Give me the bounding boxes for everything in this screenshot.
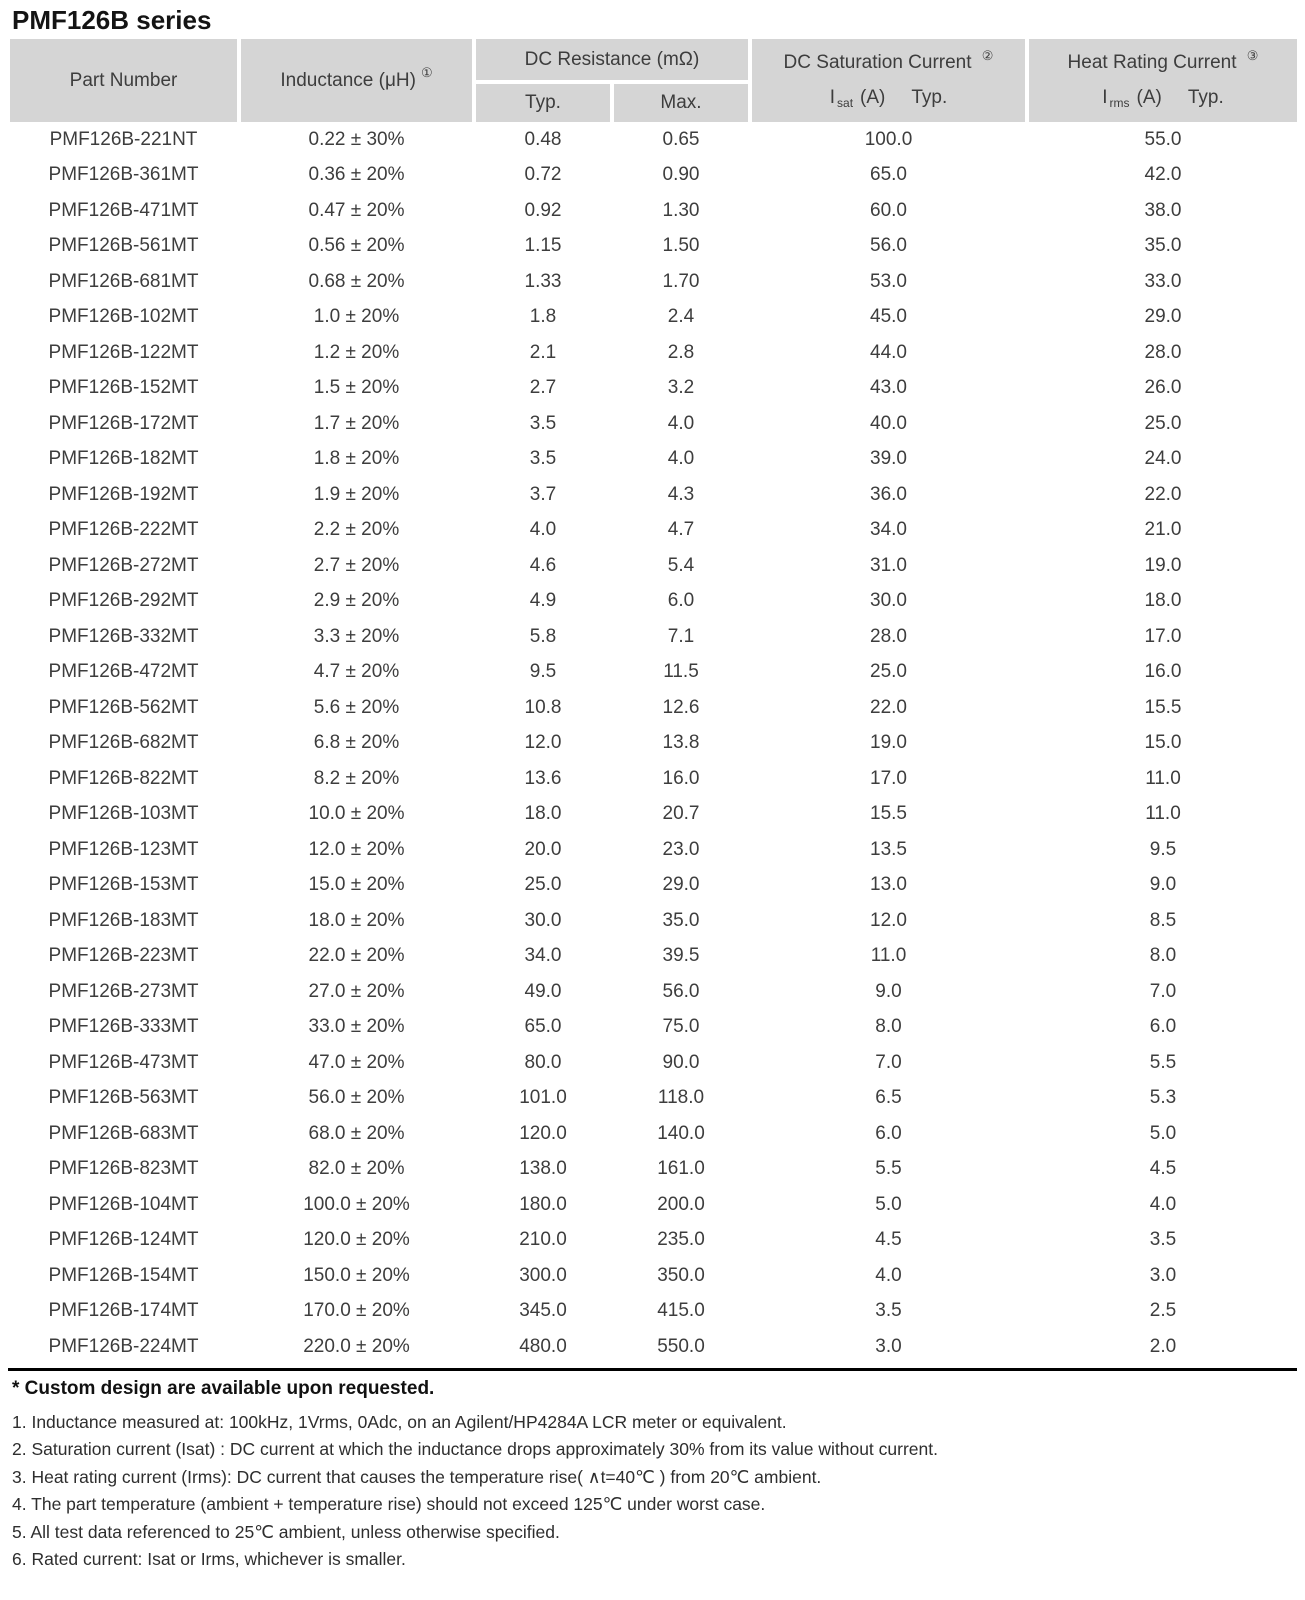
- dcr-typ-cell: 180.0: [519, 1193, 567, 1215]
- isat-typ-label: Typ.: [911, 87, 948, 108]
- irms-cell: 4.5: [1149, 1158, 1177, 1180]
- isat-cell: 34.0: [870, 519, 907, 541]
- inductance-cell: 22.0 ± 20%: [308, 945, 405, 967]
- inductance-cell: 27.0 ± 20%: [308, 980, 405, 1002]
- isat-cell: 12.0: [870, 909, 907, 931]
- table-row: [10, 264, 1297, 300]
- dcr-typ-cell: 34.0: [524, 945, 562, 967]
- isat-cell: 4.5: [875, 1229, 902, 1251]
- dcr-typ-cell: 1.33: [524, 270, 562, 292]
- footnote-2: 2. Saturation current (Isat) : DC current at which the inductance drops approximately 30% from its value without current.: [12, 1439, 938, 1459]
- part-number-cell: PMF126B-681MT: [48, 270, 199, 292]
- table-row: [10, 584, 1297, 620]
- dcr-max-cell: 13.8: [662, 732, 700, 754]
- irms-cell: 55.0: [1144, 128, 1182, 150]
- part-number-cell: PMF126B-273MT: [48, 980, 199, 1002]
- dcr-typ-cell: 3.7: [529, 483, 557, 505]
- table-row: [10, 939, 1297, 975]
- part-number-cell: PMF126B-103MT: [48, 803, 199, 825]
- table-row: [10, 655, 1297, 691]
- header-heat-rating-current: [1029, 39, 1297, 122]
- table-row: [10, 335, 1297, 371]
- part-number-cell: PMF126B-124MT: [48, 1229, 199, 1251]
- dcr-typ-cell: 210.0: [519, 1229, 567, 1251]
- table-row: [10, 229, 1297, 265]
- footnote-6: 6. Rated current: Isat or Irms, whichever is smaller.: [12, 1549, 406, 1569]
- inductance-cell: 0.47 ± 20%: [308, 199, 405, 221]
- part-number-cell: PMF126B-154MT: [48, 1264, 199, 1286]
- irms-cell: 18.0: [1144, 590, 1182, 612]
- irms-cell: 35.0: [1144, 235, 1182, 257]
- table-row: [10, 193, 1297, 229]
- irms-cell: 15.5: [1144, 696, 1182, 718]
- isat-cell: 7.0: [875, 1051, 902, 1073]
- irms-cell: 38.0: [1144, 199, 1182, 221]
- part-number-cell: PMF126B-152MT: [48, 377, 199, 399]
- part-number-cell: PMF126B-332MT: [48, 625, 199, 647]
- irms-cell: 15.0: [1144, 732, 1182, 754]
- irms-cell: 19.0: [1144, 554, 1182, 576]
- table-row: [10, 300, 1297, 336]
- dcr-typ-cell: 9.5: [529, 661, 557, 683]
- part-number-cell: PMF126B-562MT: [48, 696, 199, 718]
- dcr-typ-cell: 1.8: [529, 306, 557, 328]
- inductance-cell: 2.9 ± 20%: [313, 590, 400, 612]
- dcr-max-cell: 2.4: [667, 306, 695, 328]
- irms-cell: 24.0: [1144, 448, 1182, 470]
- header-dcr-max-label: Max.: [660, 92, 702, 113]
- part-number-cell: PMF126B-471MT: [48, 199, 199, 221]
- isat-subscript: sat: [837, 96, 854, 110]
- inductance-cell: 0.22 ± 30%: [308, 128, 405, 150]
- dcr-max-cell: 3.2: [667, 377, 695, 399]
- table-row: [10, 513, 1297, 549]
- dcr-max-cell: 550.0: [657, 1335, 705, 1357]
- irms-cell: 16.0: [1144, 661, 1182, 683]
- isat-cell: 3.0: [875, 1335, 902, 1357]
- header-dcr-typ-label: Typ.: [525, 92, 561, 113]
- irms-cell: 8.5: [1149, 909, 1177, 931]
- footnote-3: 3. Heat rating current (Irms): DC current that causes the temperature rise( ∧t=40℃ ) from 20℃ ambient.: [12, 1466, 822, 1487]
- table-row: [10, 371, 1297, 407]
- part-number-cell: PMF126B-561MT: [48, 235, 199, 257]
- isat-cell: 8.0: [875, 1016, 902, 1038]
- isat-cell: 9.0: [875, 980, 902, 1002]
- irms-cell: 21.0: [1144, 519, 1182, 541]
- irms-cell: 25.0: [1144, 412, 1182, 434]
- isat-cell: 13.0: [870, 874, 907, 896]
- inductance-cell: 8.2 ± 20%: [313, 767, 400, 789]
- irms-cell: 4.0: [1149, 1193, 1177, 1215]
- inductance-cell: 6.8 ± 20%: [313, 732, 400, 754]
- table-row: [10, 158, 1297, 194]
- table-row: [10, 1045, 1297, 1081]
- isat-cell: 31.0: [870, 554, 907, 576]
- footnote-1: 1. Inductance measured at: 100kHz, 1Vrms, 0Adc, on an Agilent/HP4284A LCR meter or equivalent.: [12, 1411, 787, 1432]
- inductance-cell: 68.0 ± 20%: [308, 1122, 405, 1144]
- header-saturation-label: DC Saturation Current: [783, 52, 972, 73]
- table-row: [10, 1329, 1297, 1365]
- part-number-cell: PMF126B-172MT: [48, 412, 199, 434]
- irms-cell: 29.0: [1144, 306, 1182, 328]
- dcr-max-cell: 35.0: [662, 909, 700, 931]
- table-bottom-rule: [8, 1368, 1297, 1371]
- isat-cell: 43.0: [870, 377, 907, 399]
- table-row: [10, 122, 1297, 158]
- isat-cell: 100.0: [864, 128, 913, 150]
- table-row: [10, 1081, 1297, 1117]
- table-row: [10, 619, 1297, 655]
- dcr-typ-cell: 480.0: [519, 1335, 567, 1357]
- irms-cell: 9.5: [1149, 838, 1177, 860]
- irms-cell: 28.0: [1144, 341, 1182, 363]
- footnote-ref-2-icon: ②: [981, 48, 994, 63]
- dcr-max-cell: 0.90: [662, 164, 700, 186]
- dcr-max-cell: 75.0: [662, 1016, 700, 1038]
- spec-table: [10, 39, 1297, 1365]
- inductance-cell: 18.0 ± 20%: [308, 909, 405, 931]
- part-number-cell: PMF126B-822MT: [48, 767, 199, 789]
- header-part-number: [10, 39, 237, 122]
- isat-cell: 53.0: [870, 270, 907, 292]
- table-row: [10, 761, 1297, 797]
- inductance-cell: 56.0 ± 20%: [308, 1087, 405, 1109]
- dcr-typ-cell: 13.6: [524, 767, 562, 789]
- table-row: [10, 1294, 1297, 1330]
- inductance-cell: 170.0 ± 20%: [303, 1300, 410, 1322]
- header-heat-title: [1067, 48, 1259, 74]
- isat-cell: 19.0: [870, 732, 907, 754]
- irms-cell: 5.5: [1149, 1051, 1177, 1073]
- part-number-cell: PMF126B-223MT: [48, 945, 199, 967]
- inductance-cell: 1.9 ± 20%: [313, 483, 400, 505]
- dcr-max-cell: 16.0: [662, 767, 700, 789]
- irms-cell: 22.0: [1144, 483, 1182, 505]
- part-number-cell: PMF126B-333MT: [48, 1016, 199, 1038]
- inductance-cell: 3.3 ± 20%: [313, 625, 400, 647]
- dcr-max-cell: 29.0: [662, 874, 700, 896]
- dcr-max-cell: 1.70: [662, 270, 700, 292]
- dcr-typ-cell: 3.5: [529, 448, 557, 470]
- footnote-5: 5. All test data referenced to 25℃ ambient, unless otherwise specified.: [12, 1521, 560, 1542]
- irms-cell: 7.0: [1149, 980, 1177, 1002]
- dcr-max-cell: 1.50: [662, 235, 700, 257]
- isat-cell: 13.5: [870, 838, 907, 860]
- dcr-typ-cell: 5.8: [529, 625, 557, 647]
- inductance-cell: 2.7 ± 20%: [313, 554, 400, 576]
- irms-cell: 5.3: [1149, 1087, 1177, 1109]
- header-saturation-units: [830, 87, 948, 109]
- dcr-typ-cell: 300.0: [519, 1264, 567, 1286]
- table-row: [10, 1187, 1297, 1223]
- dcr-max-cell: 56.0: [662, 980, 700, 1002]
- table-header: [10, 39, 1297, 122]
- table-row: [10, 1010, 1297, 1046]
- isat-cell: 6.5: [875, 1087, 902, 1109]
- part-number-cell: PMF126B-221NT: [49, 128, 198, 150]
- isat-cell: 5.5: [875, 1158, 902, 1180]
- inductance-cell: 120.0 ± 20%: [303, 1229, 410, 1251]
- dcr-typ-cell: 20.0: [524, 838, 562, 860]
- table-row: [10, 1152, 1297, 1188]
- dcr-max-cell: 39.5: [662, 945, 700, 967]
- dcr-max-cell: 7.1: [667, 625, 695, 647]
- dcr-max-cell: 140.0: [657, 1122, 705, 1144]
- part-number-cell: PMF126B-222MT: [48, 519, 199, 541]
- header-dc-resistance-label: DC Resistance (mΩ): [524, 48, 700, 70]
- dcr-typ-cell: 3.5: [529, 412, 557, 434]
- dcr-typ-cell: 345.0: [519, 1300, 567, 1322]
- footnote-4: 4. The part temperature (ambient + temperature rise) should not exceed 125℃ under worst case.: [12, 1494, 766, 1514]
- part-number-cell: PMF126B-104MT: [48, 1193, 199, 1215]
- table-row: [10, 548, 1297, 584]
- irms-typ-label: Typ.: [1187, 87, 1224, 108]
- footnote-ref-3-icon: ③: [1246, 48, 1259, 63]
- header-inductance: [241, 39, 472, 122]
- table-row: [10, 406, 1297, 442]
- header-heat-label: Heat Rating Current: [1067, 52, 1237, 73]
- footnotes: [12, 1409, 1305, 1574]
- isat-cell: 36.0: [870, 483, 907, 505]
- inductance-cell: 10.0 ± 20%: [308, 803, 405, 825]
- inductance-cell: 0.36 ± 20%: [308, 164, 405, 186]
- part-number-cell: PMF126B-473MT: [48, 1051, 199, 1073]
- table-row: [10, 726, 1297, 762]
- part-number-cell: PMF126B-224MT: [48, 1335, 199, 1357]
- dcr-typ-cell: 25.0: [524, 874, 562, 896]
- header-dcr-typ: [476, 84, 610, 122]
- inductance-cell: 220.0 ± 20%: [303, 1335, 410, 1357]
- inductance-cell: 0.68 ± 20%: [308, 270, 405, 292]
- part-number-cell: PMF126B-153MT: [48, 874, 199, 896]
- isat-cell: 44.0: [870, 341, 907, 363]
- irms-cell: 6.0: [1149, 1016, 1177, 1038]
- inductance-cell: 12.0 ± 20%: [308, 838, 405, 860]
- part-number-cell: PMF126B-683MT: [48, 1122, 199, 1144]
- table-row: [10, 442, 1297, 478]
- dcr-max-cell: 1.30: [662, 199, 700, 221]
- dcr-typ-cell: 2.7: [529, 377, 557, 399]
- isat-symbol: I: [829, 87, 836, 108]
- dcr-typ-cell: 4.9: [529, 590, 557, 612]
- irms-cell: 5.0: [1149, 1122, 1177, 1144]
- isat-cell: 3.5: [875, 1300, 902, 1322]
- dcr-typ-cell: 0.72: [524, 164, 562, 186]
- isat-cell: 30.0: [870, 590, 907, 612]
- part-number-cell: PMF126B-102MT: [48, 306, 199, 328]
- table-row: [10, 868, 1297, 904]
- isat-cell: 45.0: [870, 306, 907, 328]
- part-number-cell: PMF126B-272MT: [48, 554, 199, 576]
- dcr-typ-cell: 2.1: [529, 341, 557, 363]
- dcr-max-cell: 0.65: [662, 128, 700, 150]
- irms-cell: 3.0: [1149, 1264, 1177, 1286]
- dcr-typ-cell: 10.8: [524, 696, 562, 718]
- inductance-cell: 4.7 ± 20%: [313, 661, 400, 683]
- inductance-cell: 1.2 ± 20%: [313, 341, 400, 363]
- isat-cell: 17.0: [870, 767, 907, 789]
- isat-cell: 40.0: [870, 412, 907, 434]
- isat-cell: 28.0: [870, 625, 907, 647]
- inductance-cell: 0.56 ± 20%: [308, 235, 405, 257]
- inductance-cell: 1.0 ± 20%: [313, 306, 400, 328]
- dcr-max-cell: 5.4: [667, 554, 695, 576]
- irms-cell: 11.0: [1145, 803, 1181, 825]
- dcr-max-cell: 161.0: [657, 1158, 705, 1180]
- isat-cell: 4.0: [875, 1264, 902, 1286]
- isat-cell: 6.0: [875, 1122, 902, 1144]
- table-row: [10, 690, 1297, 726]
- isat-cell: 11.0: [870, 945, 907, 967]
- part-number-cell: PMF126B-682MT: [48, 732, 199, 754]
- isat-cell: 39.0: [870, 448, 907, 470]
- part-number-cell: PMF126B-823MT: [48, 1158, 199, 1180]
- dcr-typ-cell: 138.0: [519, 1158, 567, 1180]
- dcr-max-cell: 12.6: [662, 696, 700, 718]
- dcr-max-cell: 20.7: [662, 803, 700, 825]
- irms-subscript: rms: [1109, 96, 1130, 110]
- isat-cell: 65.0: [870, 164, 907, 186]
- dcr-typ-cell: 1.15: [524, 235, 562, 257]
- irms-cell: 2.0: [1149, 1335, 1177, 1357]
- dcr-max-cell: 4.0: [667, 448, 695, 470]
- irms-cell: 26.0: [1144, 377, 1182, 399]
- isat-unit: (A): [860, 87, 886, 108]
- footnote-ref-1-icon: ①: [420, 64, 433, 80]
- inductance-cell: 1.5 ± 20%: [313, 377, 400, 399]
- part-number-cell: PMF126B-563MT: [48, 1087, 199, 1109]
- header-dc-resistance: [476, 39, 748, 80]
- dcr-max-cell: 6.0: [667, 590, 695, 612]
- custom-design-note: * Custom design are available upon requested.: [12, 1377, 435, 1399]
- dcr-max-cell: 415.0: [657, 1300, 705, 1322]
- part-number-cell: PMF126B-361MT: [48, 164, 199, 186]
- part-number-cell: PMF126B-122MT: [48, 341, 199, 363]
- header-heat-units: [1102, 87, 1224, 109]
- inductance-cell: 2.2 ± 20%: [313, 519, 400, 541]
- table-body: [10, 122, 1297, 1365]
- isat-cell: 60.0: [870, 199, 907, 221]
- dcr-typ-cell: 49.0: [524, 980, 562, 1002]
- irms-cell: 11.0: [1145, 767, 1181, 789]
- part-number-cell: PMF126B-182MT: [48, 448, 199, 470]
- dcr-typ-cell: 0.92: [524, 199, 562, 221]
- dcr-typ-cell: 120.0: [519, 1122, 567, 1144]
- table-row: [10, 1258, 1297, 1294]
- dcr-typ-cell: 18.0: [524, 803, 562, 825]
- header-dcr-max: [614, 84, 748, 122]
- part-number-cell: PMF126B-123MT: [48, 838, 199, 860]
- dcr-typ-cell: 0.48: [524, 128, 562, 150]
- part-number-cell: PMF126B-292MT: [48, 590, 199, 612]
- dcr-max-cell: 350.0: [657, 1264, 705, 1286]
- part-number-cell: PMF126B-183MT: [48, 909, 199, 931]
- inductance-cell: 47.0 ± 20%: [308, 1051, 405, 1073]
- dcr-max-cell: 90.0: [662, 1051, 700, 1073]
- dcr-typ-cell: 12.0: [524, 732, 562, 754]
- header-inductance-label: Inductance (μH): [280, 69, 416, 91]
- dcr-typ-cell: 4.0: [529, 519, 557, 541]
- part-number-cell: PMF126B-472MT: [48, 661, 199, 683]
- isat-cell: 25.0: [870, 661, 907, 683]
- dcr-max-cell: 4.7: [667, 519, 695, 541]
- irms-cell: 42.0: [1144, 164, 1182, 186]
- irms-cell: 8.0: [1149, 945, 1177, 967]
- dcr-max-cell: 4.0: [667, 412, 695, 434]
- table-row: [10, 903, 1297, 939]
- inductance-cell: 33.0 ± 20%: [308, 1016, 405, 1038]
- table-row: [10, 974, 1297, 1010]
- irms-cell: 17.0: [1144, 625, 1182, 647]
- inductance-cell: 15.0 ± 20%: [308, 874, 405, 896]
- irms-unit: (A): [1136, 87, 1162, 108]
- table-row: [10, 1116, 1297, 1152]
- inductance-cell: 82.0 ± 20%: [308, 1158, 405, 1180]
- table-row: [10, 797, 1297, 833]
- dcr-typ-cell: 30.0: [524, 909, 562, 931]
- dcr-max-cell: 4.3: [667, 483, 695, 505]
- irms-symbol: I: [1102, 87, 1108, 108]
- part-number-cell: PMF126B-174MT: [48, 1300, 199, 1322]
- dcr-max-cell: 235.0: [657, 1229, 705, 1251]
- table-row: [10, 832, 1297, 868]
- header-part-number-label: Part Number: [69, 69, 178, 91]
- table-row: [10, 477, 1297, 513]
- header-saturation-current: [752, 39, 1025, 122]
- dcr-typ-cell: 80.0: [524, 1051, 562, 1073]
- dcr-max-cell: 2.8: [667, 341, 695, 363]
- irms-cell: 9.0: [1149, 874, 1177, 896]
- dcr-typ-cell: 101.0: [519, 1087, 567, 1109]
- dcr-max-cell: 11.5: [663, 661, 699, 683]
- dcr-typ-cell: 65.0: [524, 1016, 562, 1038]
- page-title: PMF126B series: [12, 5, 212, 35]
- isat-cell: 56.0: [870, 235, 907, 257]
- table-row: [10, 1223, 1297, 1259]
- irms-cell: 33.0: [1144, 270, 1182, 292]
- inductance-cell: 1.7 ± 20%: [313, 412, 400, 434]
- header-saturation-title: [783, 48, 994, 74]
- inductance-cell: 1.8 ± 20%: [313, 448, 400, 470]
- part-number-cell: PMF126B-192MT: [48, 483, 199, 505]
- irms-cell: 2.5: [1149, 1300, 1177, 1322]
- inductance-cell: 150.0 ± 20%: [303, 1264, 410, 1286]
- inductance-cell: 5.6 ± 20%: [313, 696, 400, 718]
- irms-cell: 3.5: [1149, 1229, 1177, 1251]
- isat-cell: 22.0: [870, 696, 907, 718]
- dcr-max-cell: 200.0: [657, 1193, 705, 1215]
- isat-cell: 5.0: [875, 1193, 902, 1215]
- inductance-cell: 100.0 ± 20%: [303, 1193, 410, 1215]
- dcr-max-cell: 118.0: [657, 1087, 705, 1109]
- isat-cell: 15.5: [870, 803, 907, 825]
- dcr-typ-cell: 4.6: [529, 554, 557, 576]
- dcr-max-cell: 23.0: [662, 838, 700, 860]
